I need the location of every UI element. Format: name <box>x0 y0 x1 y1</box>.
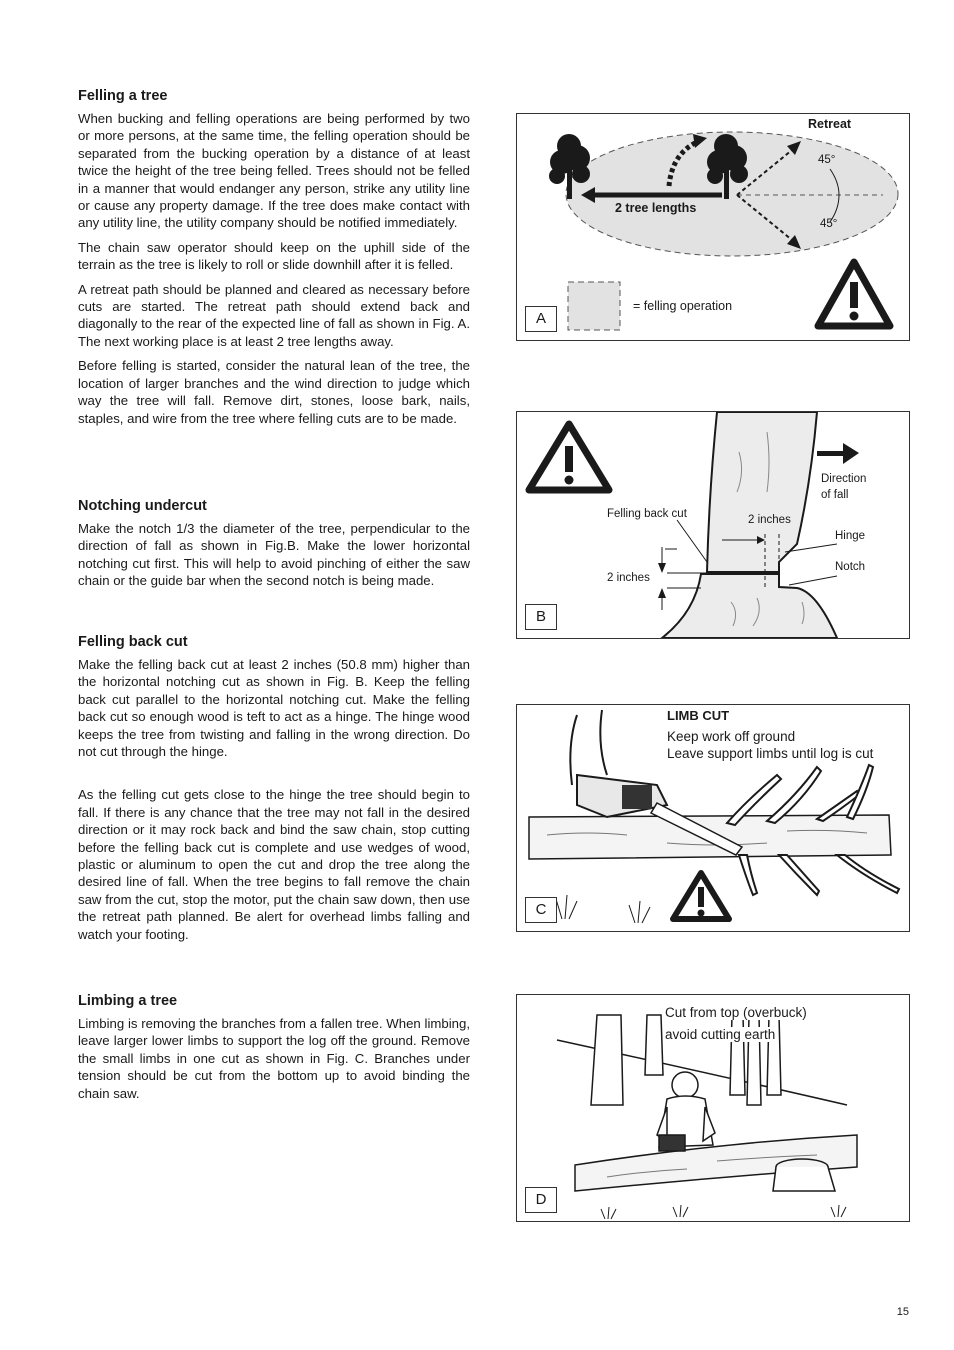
section-backcut <box>78 634 470 950</box>
warning-icon <box>673 873 729 919</box>
figure-letter: A <box>525 306 557 332</box>
stump-icon <box>773 1159 835 1191</box>
warning-icon <box>818 262 890 326</box>
figure-letter: D <box>525 1187 557 1213</box>
figure-b-drawing <box>517 412 909 638</box>
label-line1: Cut from top (overbuck) <box>665 1005 807 1020</box>
figure-b <box>516 411 910 639</box>
paragraph: The chain saw operator should keep on the uphill side of the terrain as the tree is likely to roll or slide downhill after it is felled. <box>78 239 470 273</box>
paragraph: Before felling is started, consider the natural lean of the tree, the location of larger branches and the wind direction to judge which way the tree will fall. Remove dirt, stones, loose bark, nails, staples, and wire from the tree where felling cuts are to be made. <box>78 358 470 426</box>
section-felling <box>78 88 470 434</box>
paragraph: When bucking and felling operations are being performed by two or more persons, at the same time, the felling operation should be separated from the bucking operation by a distance of at least twice the height of the tree being felled. Trees should not be felled in a manner that would endanger any person, strike any utility line or cause any property damage. If the tree does make contact with any utility line, the utility company should be notified immediately. <box>78 111 470 231</box>
paragraph: Make the notch 1/3 the diameter of the tree, perpendicular to the direction of fall as shown in Fig.B. Make the lower horizontal notching cut first. This will help to avoid pinching of either the saw chain or the guide bar when the second notch is being made. <box>78 521 470 589</box>
heading-backcut: Felling back cut <box>78 634 188 650</box>
label-back-cut: Felling back cut <box>607 508 687 520</box>
label-legend: = felling operation <box>633 299 733 313</box>
paragraph: As the felling cut gets close to the hinge the tree should begin to fall. If there is any chance that the tree may not fall in the desired direction or it may rock back and bind the saw chain, stop cutting before the felling back cut is complete and use wedges of wood, plastic or aluminum to open the cut and drop the tree along the desired line of fall. When the tree begins to fall remove the chain saw from the cut, stop the motor, put the chain saw down, then use the retreat path planned. Be alert for overhead limbs falling and watch your footing. <box>78 787 470 942</box>
label-line2: avoid cutting earth <box>665 1027 776 1042</box>
label-limb-cut: LIMB CUT <box>667 708 730 723</box>
label-line1: Keep work off ground <box>667 729 796 744</box>
label-hinge: Hinge <box>835 530 866 542</box>
arrow-right-icon <box>817 443 859 464</box>
label-two-inches-left: 2 inches <box>607 572 650 584</box>
heading-limbing: Limbing a tree <box>78 993 178 1009</box>
section-notching <box>78 498 470 597</box>
figure-c <box>516 704 910 932</box>
label-two-inches-top: 2 inches <box>748 514 791 526</box>
label-angle-top: 45° <box>818 154 836 166</box>
label-retreat: Retreat <box>808 117 852 131</box>
paragraph: Limbing is removing the branches from a fallen tree. When limbing, leave larger lower limbs to support the log off the ground. Remove the small limbs in one cut as shown in Fig. C. Branches under tension should be cut from the bottom up to avoid binding the chain saw. <box>78 1016 470 1101</box>
warning-icon <box>529 424 609 490</box>
section-limbing <box>78 993 470 1109</box>
label-notch: Notch <box>835 561 866 573</box>
paragraph: A retreat path should be planned and cleared as necessary before cuts are started. The retreat path should extend back and diagonally to the rear of the expected line of fall as shown in Fig. A. The next working place is at least 2 tree lengths away. <box>78 281 470 349</box>
figure-letter: C <box>525 897 557 923</box>
figure-letter: B <box>525 604 557 630</box>
figure-a <box>516 113 910 341</box>
heading-notching: Notching undercut <box>78 498 207 514</box>
paragraph: Make the felling back cut at least 2 inches (50.8 mm) higher than the horizontal notching cut as shown in Fig. B. Keep the felling back cut parallel to the horizontal notching cut. Make the felling back cut so enough wood is teft to act as a hinge. The hinge wood keeps the tree from twisting and falling in the wrong direction. Do not cut through the hinge. <box>78 657 470 760</box>
page-number: 15 <box>896 1306 909 1318</box>
operator-icon <box>657 1072 715 1151</box>
figure-d <box>516 994 910 1222</box>
heading-felling: Felling a tree <box>78 88 168 104</box>
label-distance: 2 tree lengths <box>615 201 697 215</box>
label-angle-bottom: 45° <box>820 218 838 230</box>
label-direction: Direction of fall <box>821 473 867 501</box>
label-line2: Leave support limbs until log is cut <box>667 746 874 761</box>
